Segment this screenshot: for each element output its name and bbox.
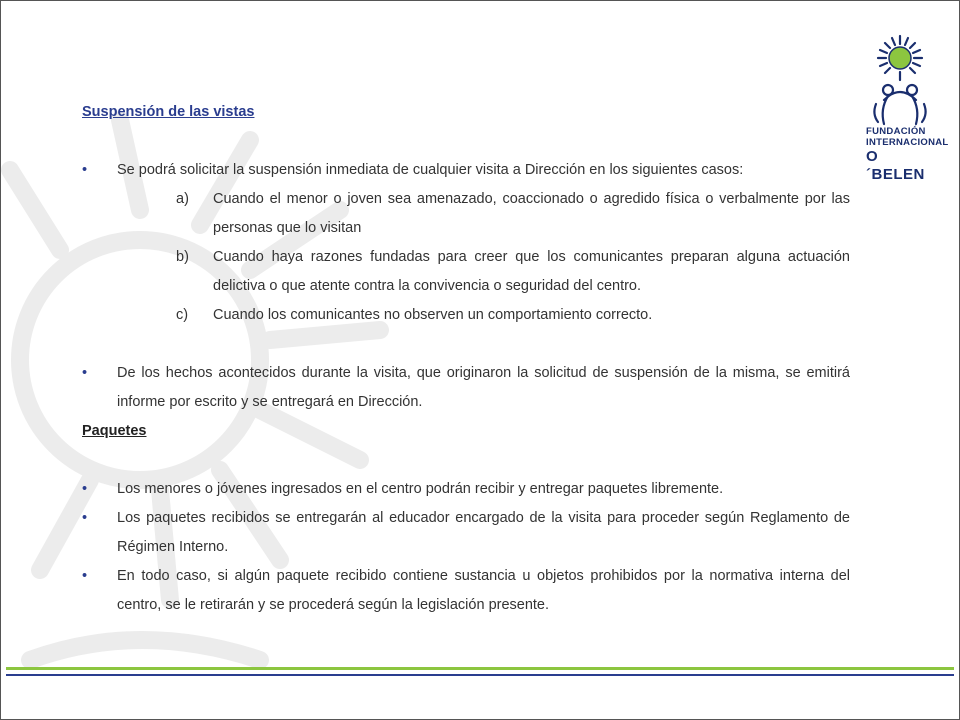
bullet-dot-icon: • <box>82 568 88 584</box>
footer-green-rule <box>6 667 954 670</box>
bullet-item <box>82 562 850 620</box>
sub-item-c <box>82 301 850 330</box>
bullet-item <box>82 475 850 504</box>
bullet-dot-icon: • <box>82 162 88 178</box>
heading-paquetes: Paquetes <box>82 423 147 439</box>
footer-blue-rule <box>6 674 954 676</box>
bullet-item <box>82 359 850 417</box>
logo-line-3: O´BELEN <box>866 148 925 183</box>
bullet-dot-icon: • <box>82 481 88 497</box>
bullet-dot-icon: • <box>82 365 88 381</box>
logo-line-2: INTERNACIONAL <box>866 137 949 148</box>
bullet-item <box>82 504 850 562</box>
sub-item-b <box>82 243 850 301</box>
bullet-dot-icon: • <box>82 510 88 526</box>
bullet-item <box>82 156 850 185</box>
sub-item-mark: a) <box>176 191 189 207</box>
sub-item-text: Cuando los comunicantes no observen un comportamiento correcto. <box>213 307 653 323</box>
sub-item-text: Cuando haya razones fundadas para creer que los comunicantes preparan alguna actuación delictiva o que atente contra la convivencia o seguridad del centro. <box>213 249 850 294</box>
bullet-text: Los paquetes recibidos se entregarán al educador encargado de la visita para proceder según Reglamento de Régimen Interno. <box>117 510 850 555</box>
slide-body <box>82 98 850 620</box>
sub-item-a <box>82 185 850 243</box>
heading-suspension: Suspensión de las vistas <box>82 104 255 120</box>
sub-item-mark: c) <box>176 307 189 323</box>
bullet-text: Los menores o jóvenes ingresados en el centro podrán recibir y entregar paquetes libremente. <box>117 481 724 497</box>
bullet-text: En todo caso, si algún paquete recibido contiene sustancia u objetos prohibidos por la normativa interna del centro, se le retirarán y se procederá según la legislación presente. <box>117 568 850 613</box>
logo-wordmark <box>866 126 949 184</box>
sub-item-mark: b) <box>176 249 189 265</box>
logo-line-1: FUNDACIÓN <box>866 126 926 137</box>
sub-item-text: Cuando el menor o joven sea amenazado, coaccionado o agredido física o verbalmente por las personas que lo visitan <box>213 191 850 236</box>
bullet-text: De los hechos acontecidos durante la visita, que originaron la solicitud de suspensión de la misma, se emitirá informe por escrito y se entregará en Dirección. <box>117 365 850 410</box>
bullet-text: Se podrá solicitar la suspensión inmediata de cualquier visita a Dirección en los siguientes casos: <box>117 162 744 178</box>
